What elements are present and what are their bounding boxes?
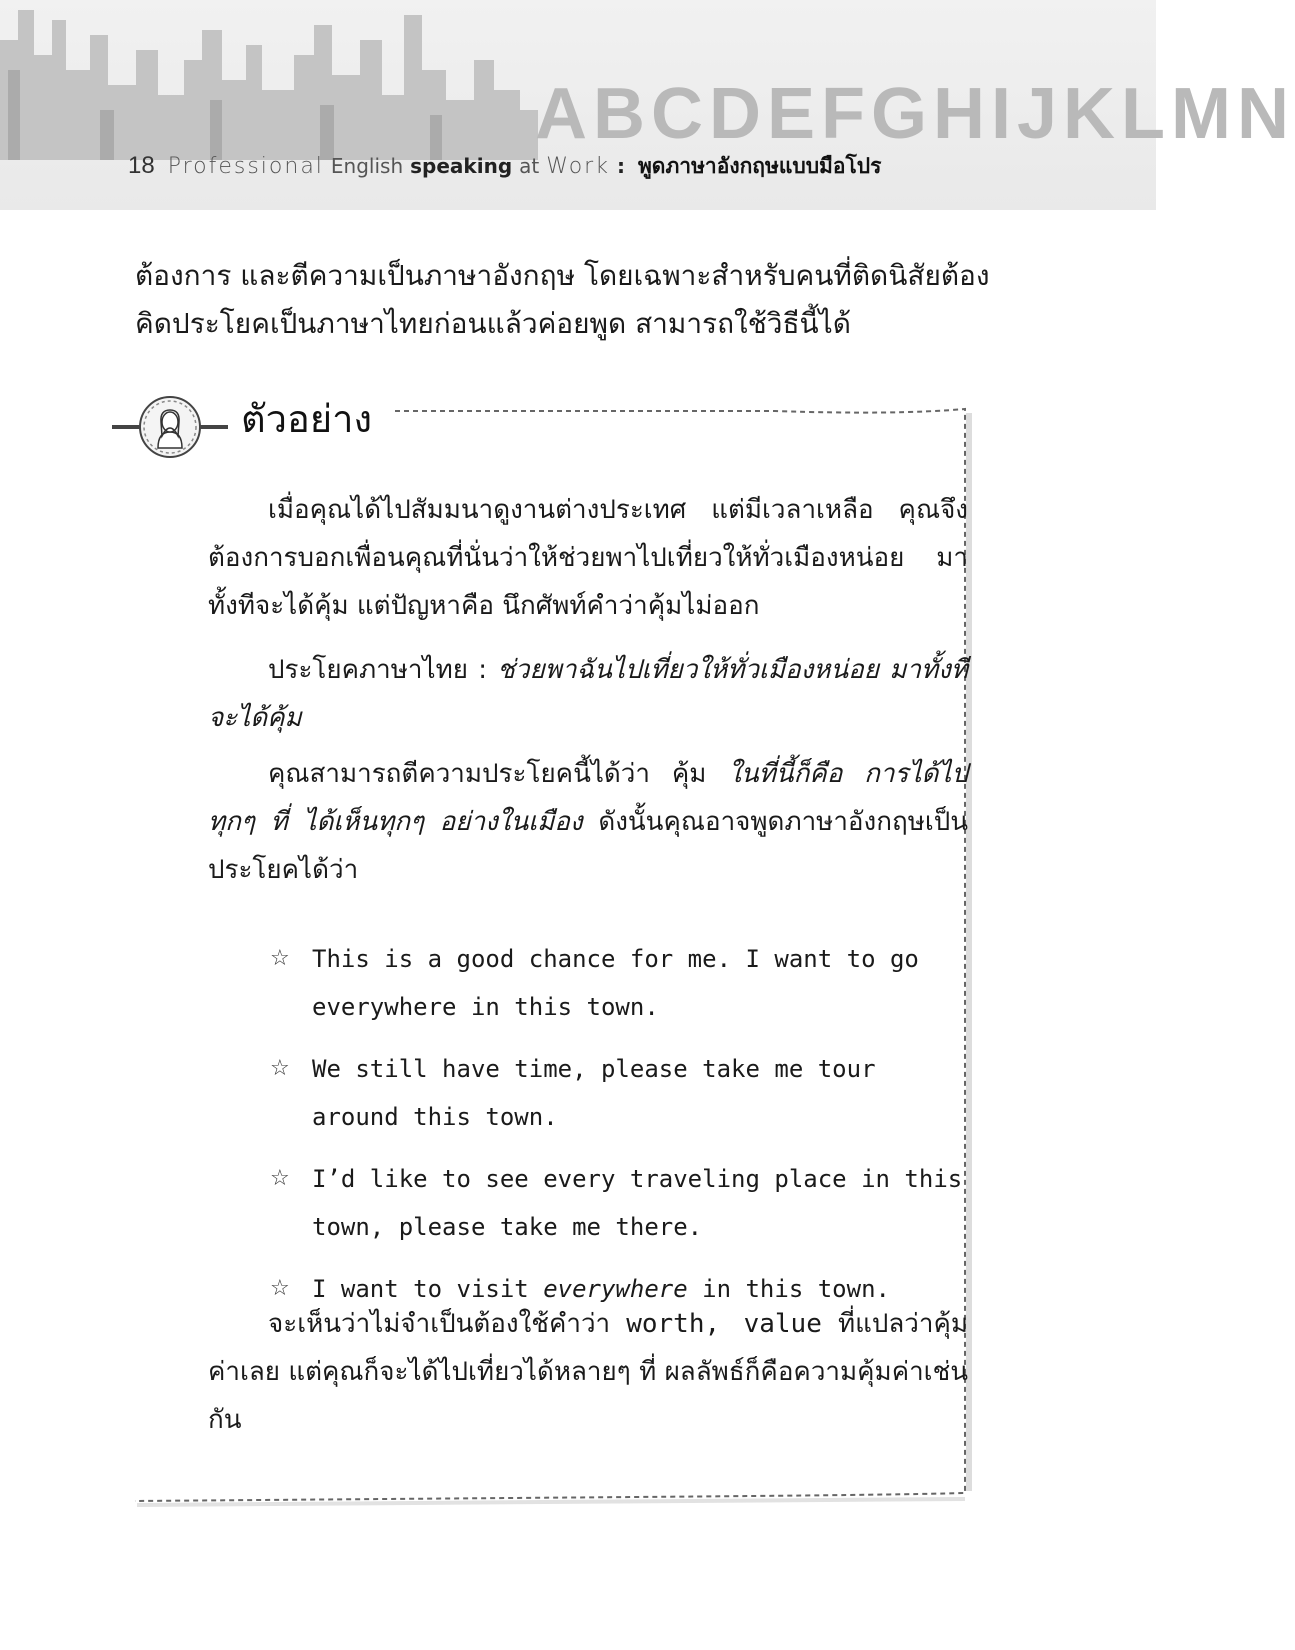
example-heading <box>108 392 428 462</box>
list-item <box>270 935 970 1031</box>
sentence-text-italic: everywhere <box>543 1275 688 1303</box>
header-word-professional: Professional <box>167 154 324 179</box>
conclusion-paragraph <box>208 1300 968 1444</box>
sentence-text: I’d like to see every traveling place in this town, please take me there. <box>312 1165 963 1241</box>
example-sentences <box>270 935 970 1327</box>
header-word-at: at <box>519 154 540 178</box>
sentence-text-before: I want to visit <box>312 1275 544 1303</box>
interpretation-emphasis: ในที่นี้ก็คือ การได้ไปทุกๆ ที่ ได้เห็นทุกๆ อย่างในเมือง <box>208 759 968 837</box>
conclusion-part1: จะเห็นว่าไม่จำเป็นต้องใช้คำว่า <box>268 1309 611 1339</box>
header-word-english: English <box>330 154 404 178</box>
woman-portrait-icon <box>108 392 230 462</box>
list-item <box>270 1045 970 1141</box>
header-title <box>128 154 881 178</box>
thai-sentence-label: ประโยคภาษาไทย : <box>268 655 487 685</box>
page-number: 18 <box>128 152 155 179</box>
intro-paragraph: ต้องการ และตีความเป็นภาษาอังกฤษ โดยเฉพาะสำหรับคนที่ติดนิสัยต้องคิดประโยคเป็นภาษาไทยก่อนแล้วค่อยพูด สามารถใช้วิธีนี้ได้ <box>135 259 990 340</box>
header-separator: : <box>616 154 625 178</box>
star-outline-icon: ☆ <box>270 1276 290 1301</box>
header-word-work: Work <box>546 154 610 179</box>
interpretation-paragraph <box>208 750 968 894</box>
interpretation-part1: คุณสามารถตีความประโยคนี้ได้ว่า คุ้ม <box>268 759 707 789</box>
list-item <box>270 1155 970 1251</box>
header-band <box>0 0 1295 210</box>
conclusion-part2: ที่แปลว่าคุ้มค่าเลย แต่คุณก็จะได้ไปเที่ยวได้หลายๆ ที่ ผลลัพธ์ก็คือความคุ้มค่าเช่นกัน <box>208 1309 969 1435</box>
sentence-text: This is a good chance for me. I want to go everywhere in this town. <box>312 945 919 1021</box>
example-scenario-text: เมื่อคุณได้ไปสัมมนาดูงานต่างประเทศ แต่มีเวลาเหลือ คุณจึงต้องการบอกเพื่อนคุณที่นั่นว่าให้ช่วยพาไปเที่ยวให้ทั่วเมืองหน่อย มาทั้งทีจะได้คุ้ม แต่ปัญหาคือ นึกศัพท์คำว่าคุ้มไม่ออก <box>208 495 968 621</box>
header-word-speaking: speaking <box>410 154 513 178</box>
example-scenario <box>208 486 968 630</box>
example-heading-label: ตัวอย่าง <box>241 397 372 441</box>
star-outline-icon: ☆ <box>270 1166 290 1191</box>
conclusion-words: worth, value <box>626 1309 822 1339</box>
star-outline-icon: ☆ <box>270 946 290 971</box>
sentence-text-after: in this town. <box>687 1275 890 1303</box>
city-skyline-graphic <box>0 0 600 160</box>
header-title-thai: พูดภาษาอังกฤษแบบมือโปร <box>637 154 882 178</box>
thai-sentence: ช่วยพาฉันไปเที่ยวให้ทั่วเมืองหน่อย มาทั้งทีจะได้คุ้ม <box>208 655 968 733</box>
interpretation-part2: ดังนั้นคุณอาจพูดภาษาอังกฤษเป็นประโยคได้ว่า <box>208 807 969 885</box>
star-outline-icon: ☆ <box>270 1056 290 1081</box>
thai-sentence-paragraph <box>208 646 968 742</box>
sentence-text: We still have time, please take me tour around this town. <box>312 1055 876 1131</box>
header-alphabet: ABCDEFGHIJKLMN <box>535 74 1295 154</box>
